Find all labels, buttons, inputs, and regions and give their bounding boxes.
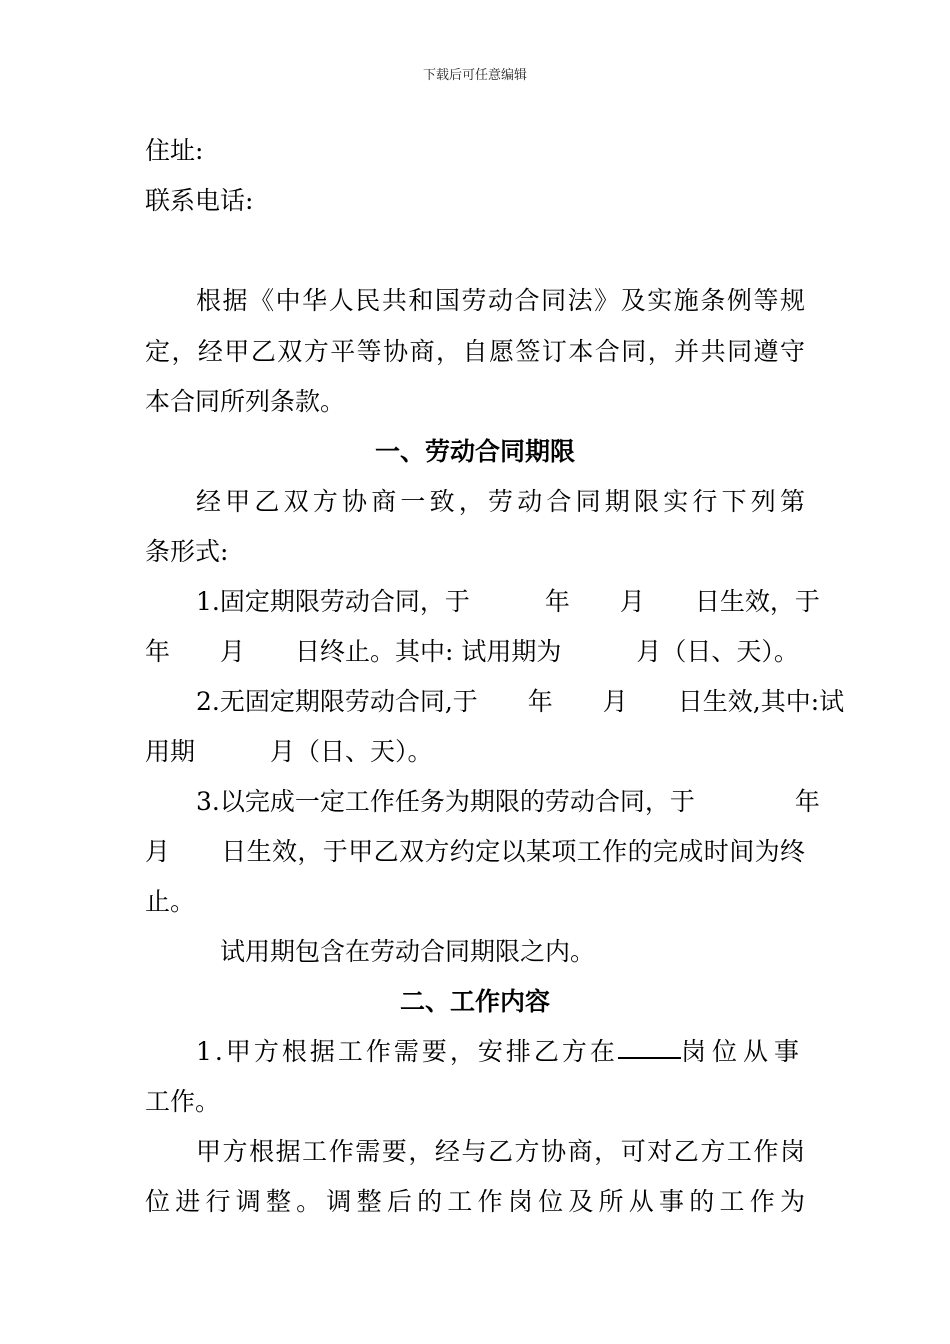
page-header: 下载后可任意编辑 bbox=[422, 68, 527, 83]
work-paragraph-pre: 1.甲方根据工作需要，安排乙方在 bbox=[196, 1037, 618, 1066]
section-title-work-content: 二、工作内容 bbox=[399, 987, 550, 1016]
address-label: 住址: bbox=[145, 136, 204, 165]
item2-line-2: 用期 月（日、天）。 bbox=[145, 737, 433, 766]
section-title-contract-term: 一、劳动合同期限 bbox=[374, 437, 575, 466]
item3-line-3: 止。 bbox=[145, 887, 196, 916]
adjust-paragraph-line-1: 甲方根据工作需要，经与乙方协商，可对乙方工作岗 bbox=[196, 1137, 805, 1166]
phone-label: 联系电话: bbox=[145, 186, 254, 215]
intro-line-2: 定，经甲乙双方平等协商，自愿签订本合同，并共同遵守 bbox=[145, 337, 805, 366]
item3-line-2: 月 日生效，于甲乙双方约定以某项工作的完成时间为终 bbox=[145, 837, 805, 866]
probation-note: 试用期包含在劳动合同期限之内。 bbox=[220, 937, 596, 966]
adjust-paragraph-line-2: 位进行调整。调整后的工作岗位及所从事的工作为 bbox=[145, 1187, 805, 1216]
item1-line-1: 1.固定期限劳动合同，于 年 月 日生效，于 bbox=[196, 587, 820, 616]
work-paragraph-line-2: 工作。 bbox=[145, 1087, 221, 1116]
item3-line-1: 3.以完成一定工作任务为期限的劳动合同，于 年 bbox=[196, 787, 820, 816]
item2-line-1: 2.无固定期限劳动合同,于 年 月 日生效,其中:试 bbox=[196, 687, 845, 716]
term-paragraph-line-2: 条形式: bbox=[145, 537, 229, 566]
intro-line-3: 本合同所列条款。 bbox=[145, 387, 346, 416]
work-paragraph-line-1 bbox=[196, 1035, 805, 1069]
item1-line-2: 年 月 日终止。其中: 试用期为 月（日、天）。 bbox=[145, 637, 799, 666]
position-blank bbox=[618, 1035, 681, 1059]
term-paragraph-line-1: 经甲乙双方协商一致，劳动合同期限实行下列第 bbox=[196, 487, 805, 516]
work-paragraph-post: 岗位从事 bbox=[680, 1037, 805, 1066]
intro-line-1: 根据《中华人民共和国劳动合同法》及实施条例等规 bbox=[196, 286, 805, 315]
